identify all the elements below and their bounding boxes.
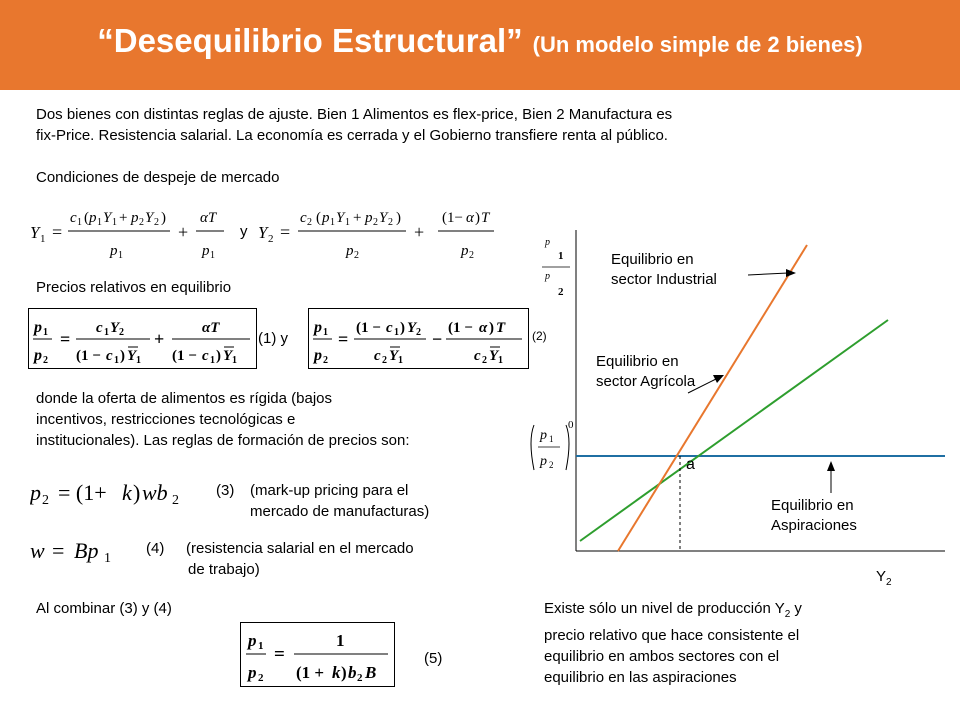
- svg-text:2: 2: [482, 355, 487, 366]
- svg-text:p: p: [346, 243, 354, 259]
- svg-text:1: 1: [336, 631, 345, 650]
- svg-text:): ): [400, 320, 405, 336]
- combine-text: Al combinar (3) y (4): [36, 600, 172, 617]
- svg-text:2: 2: [558, 286, 564, 298]
- svg-text:= (1+: = (1+: [58, 480, 107, 505]
- intro-line-2: fix-Price. Resistencia salarial. La economía es cerrada y el Gobierno transfiere renta al público.: [36, 127, 668, 144]
- y-axis-label: [542, 237, 570, 298]
- svg-text:+: +: [414, 222, 425, 242]
- equation-4-note: [186, 538, 414, 580]
- svg-text:(1−: (1−: [442, 210, 463, 226]
- point-label-a: a: [686, 456, 695, 473]
- svg-text:p: p: [545, 271, 550, 282]
- svg-text:p: p: [131, 210, 139, 226]
- x-axis-label: [876, 568, 892, 588]
- equilibrium-diagram: [520, 225, 960, 595]
- svg-text:1: 1: [210, 250, 215, 261]
- equation-4-number: (4): [146, 540, 165, 557]
- conclusion-paragraph: [544, 598, 802, 688]
- svg-text:T: T: [481, 210, 490, 226]
- conclusion-line-1a: Existe sólo un nivel de producción Y: [544, 600, 785, 617]
- svg-text:α: α: [466, 210, 474, 226]
- svg-text:1: 1: [104, 327, 109, 338]
- svg-text:Y: Y: [389, 348, 399, 364]
- svg-text:1: 1: [398, 355, 403, 366]
- svg-text:αT: αT: [202, 320, 220, 336]
- clearing-heading: Condiciones de despeje de mercado: [36, 169, 280, 186]
- label-agricola-line-1: Equilibrio en: [596, 353, 679, 370]
- svg-text:b: b: [348, 663, 357, 682]
- svg-text:c: c: [202, 348, 209, 364]
- svg-text:2: 2: [469, 250, 474, 261]
- equation-3: [30, 472, 210, 512]
- svg-text:2: 2: [139, 217, 144, 228]
- svg-text:Y: Y: [489, 348, 499, 364]
- svg-text:1: 1: [40, 233, 46, 245]
- svg-text:1: 1: [323, 327, 328, 338]
- svg-text:2: 2: [172, 493, 179, 508]
- svg-text:1: 1: [210, 355, 215, 366]
- svg-text:p: p: [110, 243, 118, 259]
- svg-text:=: =: [280, 222, 291, 242]
- svg-text:p: p: [322, 210, 330, 226]
- svg-text:(1 −: (1 −: [356, 320, 381, 336]
- svg-text:c: c: [70, 210, 77, 226]
- svg-text:2: 2: [307, 217, 312, 228]
- relative-heading: Precios relativos en equilibrio: [36, 279, 232, 296]
- svg-text:2: 2: [258, 672, 264, 684]
- equation-4: [30, 530, 140, 570]
- svg-text:k: k: [122, 480, 132, 505]
- svg-text:2: 2: [154, 217, 159, 228]
- svg-text:1: 1: [112, 217, 117, 228]
- svg-text:−: −: [432, 329, 443, 349]
- svg-text:2: 2: [549, 460, 554, 470]
- svg-text:2: 2: [43, 355, 48, 366]
- svg-text:=: =: [52, 538, 65, 563]
- svg-text:(1 −: (1 −: [172, 348, 197, 364]
- svg-text:): ): [216, 348, 221, 364]
- conclusion-line-2: precio relativo que hace consistente el: [544, 627, 800, 644]
- svg-text:(1 −: (1 −: [448, 320, 473, 336]
- svg-text:B: B: [365, 663, 377, 682]
- svg-text:Y: Y: [258, 223, 268, 242]
- label-industrial: [611, 250, 717, 290]
- svg-text:): ): [396, 210, 401, 226]
- svg-text:=: =: [52, 222, 63, 242]
- svg-text:Y: Y: [407, 320, 417, 336]
- svg-text:1: 1: [232, 355, 237, 366]
- equation-5: [240, 622, 396, 688]
- svg-text:+: +: [353, 210, 362, 226]
- equation-2: [308, 308, 530, 370]
- equation-5-number: (5): [424, 650, 443, 667]
- svg-text:w: w: [30, 538, 45, 563]
- supply-line-2: incentivos, restricciones tecnológicas e: [36, 411, 296, 428]
- svg-text:+: +: [154, 329, 165, 349]
- equation-1-label: (1) y: [258, 330, 288, 347]
- svg-text:p: p: [314, 319, 322, 336]
- svg-text:1: 1: [558, 250, 564, 262]
- svg-text:1: 1: [330, 217, 335, 228]
- svg-text:p: p: [34, 347, 42, 364]
- svg-text:+: +: [119, 210, 128, 226]
- x-axis-label-sub: 2: [886, 577, 892, 588]
- equation-3-number: (3): [216, 482, 235, 499]
- equation-2-label: (2): [532, 329, 547, 343]
- svg-text:=: =: [274, 644, 285, 665]
- label-industrial-line-1: Equilibrio en: [611, 251, 694, 268]
- svg-text:1: 1: [345, 217, 350, 228]
- svg-text:2: 2: [416, 327, 421, 338]
- supply-line-1: donde la oferta de alimentos es rígida (bajos: [36, 390, 333, 407]
- arrow-aspiraciones: [827, 461, 835, 493]
- svg-text:c: c: [374, 348, 381, 364]
- svg-text:p: p: [248, 663, 257, 682]
- svg-text:2: 2: [382, 355, 387, 366]
- svg-text:p: p: [365, 210, 373, 226]
- svg-text:Y: Y: [379, 210, 388, 226]
- eq3-note-line-2: mercado de manufacturas): [250, 503, 430, 520]
- svg-text:p: p: [545, 237, 550, 248]
- supply-paragraph: [36, 388, 410, 451]
- svg-text:Y: Y: [145, 210, 154, 226]
- x-axis-label-y: Y: [876, 568, 887, 585]
- label-agricola-line-2: sector Agrícola: [596, 373, 696, 390]
- svg-text:p: p: [314, 347, 322, 364]
- svg-text:Y: Y: [336, 210, 345, 226]
- svg-text:1: 1: [498, 355, 503, 366]
- title-subtitle: (Un modelo simple de 2 bienes): [532, 32, 863, 57]
- eq4-note-line-1: (resistencia salarial en el mercado: [186, 540, 414, 557]
- svg-text:2: 2: [354, 250, 359, 261]
- conclusion-line-1: [544, 598, 802, 625]
- label-aspiraciones-line-1: Equilibrio en: [771, 497, 854, 514]
- svg-text:2: 2: [323, 355, 328, 366]
- svg-text:αT: αT: [200, 210, 217, 226]
- svg-text:Y: Y: [127, 348, 137, 364]
- equation-y1: [30, 200, 260, 262]
- svg-text:k: k: [332, 663, 341, 682]
- equation-3-note: [250, 480, 429, 522]
- svg-text:c: c: [474, 348, 481, 364]
- title-main: “Desequilibrio Estructural”: [97, 22, 523, 59]
- svg-text:c: c: [300, 210, 307, 226]
- svg-text:p: p: [34, 319, 42, 336]
- svg-text:c: c: [386, 320, 393, 336]
- svg-text:(: (: [84, 210, 89, 226]
- svg-text:2: 2: [42, 493, 49, 508]
- svg-text:(1 −: (1 −: [76, 348, 101, 364]
- svg-text:): ): [120, 348, 125, 364]
- svg-text:1: 1: [97, 217, 102, 228]
- svg-text:(1 +: (1 +: [296, 663, 325, 682]
- svg-text:p: p: [248, 631, 257, 650]
- svg-text:Y: Y: [103, 210, 112, 226]
- svg-text:2: 2: [268, 233, 274, 245]
- svg-text:1: 1: [104, 551, 111, 566]
- svg-text:2: 2: [373, 217, 378, 228]
- equilibrium-price-label: [531, 419, 574, 470]
- connector-y: y: [240, 223, 248, 240]
- svg-text:): ): [133, 480, 141, 505]
- arrow-industrial: [748, 269, 796, 277]
- svg-text:0: 0: [568, 419, 574, 431]
- svg-text:1: 1: [77, 217, 82, 228]
- svg-text:wb: wb: [142, 480, 168, 505]
- svg-text:1: 1: [43, 327, 48, 338]
- intro-line-1: Dos bienes con distintas reglas de ajuste. Bien 1 Alimentos es flex-price, Bien 2 Manufactura es: [36, 106, 673, 123]
- svg-text:2: 2: [357, 672, 363, 684]
- svg-text:+: +: [178, 222, 189, 242]
- svg-text:p: p: [461, 243, 469, 259]
- svg-text:): ): [341, 663, 347, 682]
- conclusion-line-3: equilibrio en ambos sectores con el: [544, 648, 780, 665]
- svg-text:α: α: [479, 320, 488, 336]
- svg-text:=: =: [60, 329, 71, 349]
- page-title: [0, 22, 960, 60]
- svg-text:Y: Y: [110, 320, 120, 336]
- svg-text:1: 1: [118, 250, 123, 261]
- svg-text:p: p: [202, 243, 210, 259]
- svg-text:c: c: [106, 348, 113, 364]
- svg-text:2: 2: [119, 327, 124, 338]
- svg-text:(: (: [316, 210, 321, 226]
- label-agricola: [596, 352, 695, 392]
- svg-text:T: T: [496, 320, 506, 336]
- svg-text:p: p: [89, 210, 97, 226]
- svg-text:): ): [161, 210, 166, 226]
- svg-text:p: p: [30, 480, 41, 505]
- label-aspiraciones: [771, 496, 857, 536]
- eq4-note-line-2: de trabajo): [188, 561, 260, 578]
- supply-line-3: institucionales). Las reglas de formación de precios son:: [36, 432, 410, 449]
- svg-text:Y: Y: [30, 223, 40, 242]
- conclusion-line-4: equilibrio en las aspiraciones: [544, 669, 737, 686]
- svg-text:1: 1: [549, 434, 554, 444]
- eq3-note-line-1: (mark-up pricing para el: [250, 482, 409, 499]
- svg-text:): ): [489, 320, 494, 336]
- label-aspiraciones-line-2: Aspiraciones: [771, 517, 857, 534]
- svg-text:1: 1: [258, 640, 264, 652]
- svg-text:1: 1: [136, 355, 141, 366]
- svg-text:1: 1: [114, 355, 119, 366]
- svg-text:p: p: [540, 428, 547, 443]
- svg-text:Y: Y: [223, 348, 233, 364]
- svg-text:=: =: [338, 329, 349, 349]
- conclusion-line-1-sub: 2: [784, 609, 791, 620]
- conclusion-line-1b: y: [790, 600, 802, 617]
- svg-text:p: p: [540, 454, 547, 469]
- equation-1: [28, 308, 258, 370]
- svg-text:2: 2: [388, 217, 393, 228]
- svg-text:c: c: [96, 320, 103, 336]
- svg-text:): ): [475, 210, 480, 226]
- label-industrial-line-2: sector Industrial: [611, 271, 717, 288]
- svg-text:Bp: Bp: [74, 538, 99, 563]
- equation-y2: [256, 200, 526, 262]
- svg-text:1: 1: [394, 327, 399, 338]
- intro-paragraph: [36, 104, 672, 146]
